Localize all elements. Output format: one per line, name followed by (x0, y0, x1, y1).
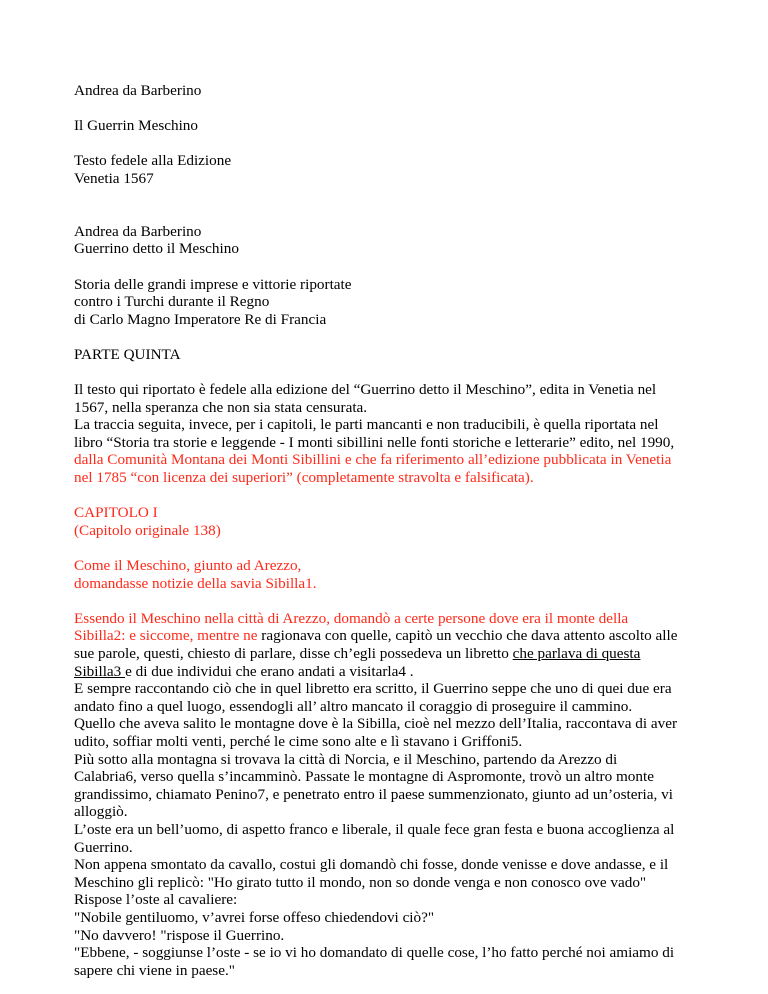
body-line: "Ebbene, - soggiunse l’oste - se io vi ho domandato di quelle cose, l’ho fatto perché noi amiamo di (74, 944, 675, 962)
body-line (74, 663, 724, 681)
story-line: Storia delle grandi imprese e vittorie riportate (74, 275, 352, 293)
body-line: andato fino a quel luogo, essendogli all’ altro mancato il coraggio di proseguire il cammino. (74, 697, 633, 715)
body-line: sapere chi viene in paese." (74, 961, 235, 979)
intro-line: 1567, nella speranza che non sia stata censurata. (74, 398, 368, 416)
chapter-title: Come il Meschino, giunto ad Arezzo, (74, 557, 302, 575)
header-title: Il Guerrin Meschino (74, 117, 198, 135)
story-line: contro i Turchi durante il Regno (74, 293, 270, 311)
edition-line: Venetia 1567 (74, 169, 154, 187)
chapter-heading: CAPITOLO I (74, 504, 158, 522)
underlined-text: Sibilla3 (74, 662, 126, 680)
body-line: alloggiò. (74, 803, 128, 821)
body-line-text: sue parole, questi, chiesto di parlare, disse ch’egli possedeva un libretto (74, 645, 513, 662)
body-line: "No davvero! "rispose il Guerrino. (74, 926, 285, 944)
body-line: Meschino gli replicò: "Ho girato tutto il mondo, non so donde venga e non conosco ove vado" (74, 873, 647, 891)
intro-line-highlight: nel 1785 “con licenza dei superiori” (completamente stravolta e falsificata). (74, 469, 534, 487)
chapter-original: (Capitolo originale 138) (74, 521, 221, 539)
body-line-text: e di due individui che erano andati a visitarla4 . (125, 662, 414, 680)
body-line: Non appena smontato da cavallo, costui gli domandò chi fosse, donde venisse e dove andasse, e il (74, 856, 669, 874)
body-line: Quello che aveva salito le montagne dove è la Sibilla, cioè nel mezzo dell’Italia, raccontava di aver (74, 715, 678, 733)
subtitle-author: Andrea da Barberino (74, 222, 202, 240)
story-line: di Carlo Magno Imperatore Re di Francia (74, 310, 327, 328)
underlined-text: che parlava di questa (512, 645, 641, 662)
body-line: Rispose l’oste al cavaliere: (74, 891, 238, 909)
body-line (74, 627, 724, 645)
document-body (74, 82, 724, 979)
body-line: E sempre raccontando ciò che in quel libretto era scritto, il Guerrino seppe che uno di quei due era (74, 680, 672, 698)
body-line: Più sotto alla montagna si trovava la città di Norcia, e il Meschino, partendo da Arezzo di (74, 750, 618, 768)
part-heading: PARTE QUINTA (74, 345, 181, 363)
intro-line: Il testo qui riportato è fedele alla edizione del “Guerrino detto il Meschino”, edita in Venetia nel (74, 381, 657, 399)
body-line: grandissimo, chiamato Penino7, e penetrato entro il paese summenzionato, giunto ad un’osteria, vi (74, 785, 673, 803)
body-line: Calabria6, verso quella s’incamminò. Passate le montagne di Aspromonte, trovò un altro monte (74, 768, 654, 786)
body-line-black: ragionava con quelle, capitò un vecchio che dava attento ascolto alle (261, 627, 678, 645)
subtitle-title: Guerrino detto il Meschino (74, 240, 239, 258)
chapter-title: domandasse notizie della savia Sibilla1. (74, 574, 317, 592)
body-line-red: Sibilla2: e siccome, mentre ne (74, 627, 262, 645)
body-line: udito, soffiar molti venti, perché le cime sono alte e lì stavano i Griffoni5. (74, 732, 523, 750)
body-line (74, 645, 724, 663)
intro-line: libro “Storia tra storie e leggende - I monti sibillini nelle fonti storiche e letterarie” edito, nel 1990, (74, 433, 675, 451)
body-line: Guerrino. (74, 838, 133, 856)
body-line: "Nobile gentiluomo, v’avrei forse offeso chiedendovi ciò?" (74, 908, 435, 926)
header-author: Andrea da Barberino (74, 82, 202, 99)
edition-line: Testo fedele alla Edizione (74, 152, 232, 170)
body-line: L’oste era un bell’uomo, di aspetto franco e liberale, il quale fece gran festa e buona accoglienza al (74, 820, 675, 838)
intro-line: La traccia seguita, invece, per i capitoli, le parti mancanti e non traducibili, è quella riportata nel (74, 416, 659, 434)
intro-line-highlight: dalla Comunità Montana dei Monti Sibillini e che fa riferimento all’edizione pubblicata in Venetia (74, 451, 672, 469)
body-line: Essendo il Meschino nella città di Arezzo, domandò a certe persone dove era il monte della (74, 609, 629, 627)
